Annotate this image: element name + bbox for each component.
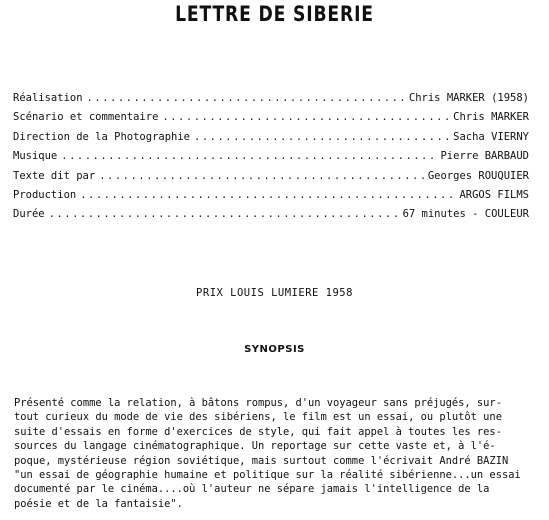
synopsis-body bbox=[14, 396, 534, 511]
credit-value: Chris MARKER bbox=[453, 111, 529, 124]
synopsis-line: documenté par le cinéma....où l'auteur ne sépare jamais l'intelligence de la bbox=[14, 483, 490, 496]
credit-row bbox=[13, 170, 529, 189]
credit-role: Durée bbox=[13, 208, 45, 221]
synopsis-heading: SYNOPSIS bbox=[244, 344, 305, 355]
credit-value: Chris MARKER (1958) bbox=[408, 92, 529, 104]
credit-row bbox=[13, 131, 529, 150]
dot-leader bbox=[194, 131, 451, 143]
document-title: LETTRE DE SIBERIE bbox=[175, 2, 374, 26]
credit-role: Production bbox=[13, 188, 77, 201]
dot-leader bbox=[87, 92, 407, 104]
award-line: PRIX LOUIS LUMIERE 1958 bbox=[196, 287, 353, 299]
credit-role: Scénario et commentaire bbox=[13, 111, 159, 124]
credit-value: ARGOS FILMS bbox=[459, 188, 529, 201]
credit-value: 67 minutes - COULEUR bbox=[402, 208, 529, 221]
credit-row bbox=[13, 150, 529, 169]
synopsis-line: suite d'essais en forme d'exercices de style, qui fait appel à toutes les res- bbox=[14, 425, 502, 438]
credit-row bbox=[13, 111, 529, 130]
credit-row bbox=[13, 208, 529, 227]
credit-role: Texte dit par bbox=[13, 169, 96, 182]
synopsis-line: tout curieux du mode de vie des sibériens, le film est un essai, ou plutôt une bbox=[14, 411, 502, 424]
credit-role: Musique bbox=[13, 150, 58, 163]
credit-value: Sacha VIERNY bbox=[453, 130, 529, 143]
credit-row bbox=[13, 92, 529, 111]
dot-leader bbox=[162, 111, 451, 123]
credit-value: Pierre BARBAUD bbox=[440, 150, 529, 163]
dot-leader bbox=[80, 189, 457, 201]
credit-role: Réalisation bbox=[13, 92, 83, 104]
synopsis-line: sources du langage cinématographique. Un reportage sur cette vaste et, à l'é- bbox=[14, 440, 496, 453]
synopsis-line: "un essai de géographie humaine et politique sur la réalité sibérienne...un essai bbox=[14, 469, 521, 482]
synopsis-line: poque, mystérieuse région soviétique, mais surtout comme l'écrivait André BAZIN bbox=[14, 454, 509, 467]
dot-leader bbox=[61, 150, 438, 162]
dot-leader bbox=[49, 208, 401, 220]
synopsis-line: poésie et de la fantaisie". bbox=[14, 497, 183, 510]
credit-row bbox=[13, 189, 529, 208]
credit-role: Direction de la Photographie bbox=[13, 130, 191, 143]
credit-value: Georges ROUQUIER bbox=[427, 169, 529, 182]
dot-leader bbox=[99, 170, 426, 182]
credits-list bbox=[13, 92, 529, 228]
synopsis-line: Présenté comme la relation, à bâtons rompus, d'un voyageur sans préjugés, sur- bbox=[14, 397, 502, 409]
